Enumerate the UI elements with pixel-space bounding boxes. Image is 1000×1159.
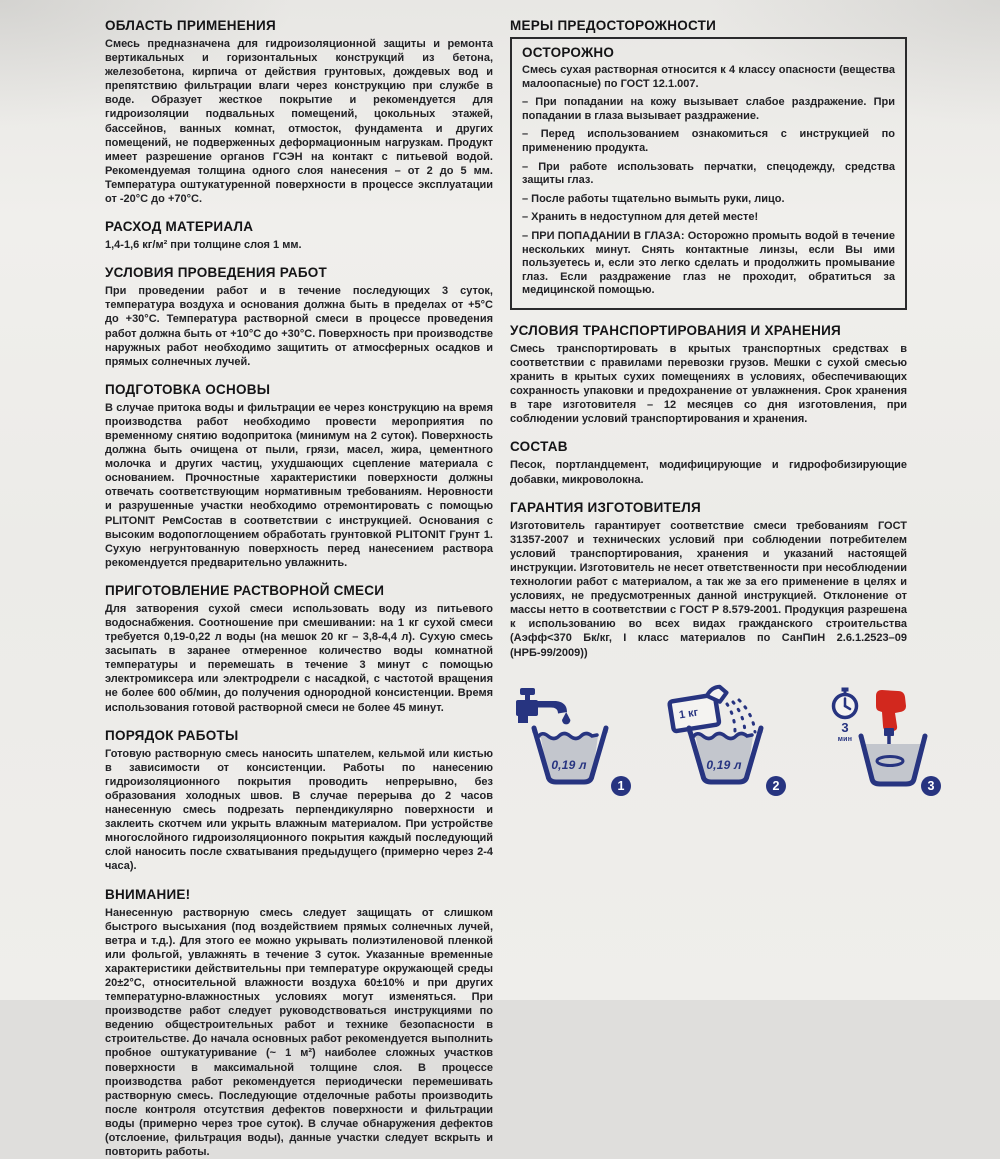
- section-heading: ОБЛАСТЬ ПРИМЕНЕНИЯ: [105, 18, 493, 33]
- left-column: [105, 18, 493, 1159]
- section-paragraph: Изготовитель гарантирует соответствие смеси требованиям ГОСТ 31357-2007 и технических условий при соблюдении потребителем условий транспортирования, хранения и указаний настоящей инструкции. Изготовитель не несет ответственности при несоблюдении технологии работ с материалом, а так же за его применение в целях и условиях, не предусмотренных данной инструкцией. Отклонение от массы нетто в соответствии с ГОСТ Р 8.579-2001. Продукция разрешена к использованию во всех видах гражданского строительства (Аэфф<370 Бк/кг, I класс материалов по СанПиН 2.6.1.2523–09 (НРБ-99/2009)): [510, 519, 907, 660]
- timer-unit-label: мин: [832, 736, 858, 743]
- right-column: [510, 18, 907, 794]
- section-heading: ОСТОРОЖНО: [522, 45, 895, 60]
- section-heading: СОСТАВ: [510, 439, 907, 454]
- water-drop-icon: [562, 712, 570, 724]
- section-paragraph: Для затворения сухой смеси использовать воду из питьевого водоснабжения. Соотношение при смешивании: на 1 кг сухой смеси требуется 0,19-0,22 л воды (на мешок 20 кг – 3,8-4,4 л). Сухую смесь засыпать в заранее отмеренное количество воды комнатной температуры и перемешать в течение 3 минут с помощью электромиксера или электродрели с насадкой, с частотой вращения не более 600 об/мин, до получения однородной консистенции. Время использования готовой растворной смеси не более 45 минут.: [105, 602, 493, 715]
- section-paragraph: В случае притока воды и фильтрации ее через конструкцию на время производства работ необходимо провести мероприятия по временному снятию водопритока (минимум на 2 суток). Поверхность должна быть очищена от пыли, грязи, масел, жира, цементного молочка и других частиц, ухудшающих сцепление материала с основанием. Прочностные характеристики поверхности должны отвечать соответствующим нормативным требованиям. Неровности и разрушенные участки необходимо отремонтировать с помощью PLITONIT РемСостав в соответствии с инструкцией. Основания с высоким водопоглощением обработать грунтовкой PLITONIT Грунт 1. Сухую негрунтованную поверхность перед нанесением раствора рекомендуется предварительно увлажнить.: [105, 401, 493, 570]
- step-number-badge: 3: [921, 776, 941, 796]
- left_sections-section: [105, 219, 493, 252]
- section-paragraph: 1,4-1,6 кг/м² при толщине слоя 1 мм.: [105, 238, 493, 252]
- section-heading: ГАРАНТИЯ ИЗГОТОВИТЕЛЯ: [510, 500, 907, 515]
- mixing-step-2: [669, 686, 784, 794]
- bag-icon: [669, 686, 784, 794]
- section-heading: РАСХОД МАТЕРИАЛА: [105, 219, 493, 234]
- section-paragraph: Готовую растворную смесь наносить шпателем, кельмой или кистью в зависимости от консистенции. Работы по нанесению гидроизоляционного покрытия проводить непрерывно, без образования холодных швов. В случае перерыва до 2 часов нанесенную смесь подрезать перпендикулярно поверхности и заклеить скотчем или укрыть влажным материалом. При устройстве многослойного гидроизоляционного покрытия каждый последующий слой наносить после схватывания предыдущего (примерно через 2-4 часа).: [105, 747, 493, 874]
- mixing-step-3: [824, 686, 939, 794]
- bullet-paragraph: – Хранить в недоступном для детей месте!: [522, 211, 895, 225]
- left_sections-section: [105, 382, 493, 570]
- left_sections-section: [105, 583, 493, 715]
- stopwatch-icon: [834, 687, 857, 717]
- right_sections-section: [510, 323, 907, 427]
- section-paragraph: При проведении работ и в течение последующих 3 суток, температура воздуха и основания должна быть в пределах от +5°С до +30°С. Температура растворной смеси в процессе проведения работ должна быть от +10°С до +30°С. Поверхность при производстве наружных работ необходимо защитить от атмосферных осадков и прямых солнечных лучей.: [105, 284, 493, 369]
- section-paragraph: Песок, портландцемент, модифицирующие и гидрофобизирующие добавки, микроволокна.: [510, 458, 907, 486]
- section-paragraph: Смесь предназначена для гидроизоляционной защиты и ремонта вертикальных и горизонтальных конструкций из бетона, железобетона, кирпича от действия грунтовых, дождевых вод и препятствию фильтрации влаги через конструкцию при службе в воде. Образует жесткое покрытие и рекомендуется для гидроизоляции подвальных помещений, цокольных этажей, бассейнов, ванных комнат, отмосток, фундамента и других помещений, не подверженных деформационным нагрузкам. Продукт имеет разрешение органов ГСЭН на контакт с питьевой водой. Рекомендуемая толщина одного слоя нанесения – от 2 до 5 мм. Температура оштукатуренной поверхности в процессе эксплуатации от -20°С до +70°С.: [105, 37, 493, 206]
- section-paragraph: Смесь сухая растворная относится к 4 классу опасности (вещества малоопасные) по ГОСТ 12.1.007.: [522, 64, 895, 91]
- section-heading: ПРИГОТОВЛЕНИЕ РАСТВОРНОЙ СМЕСИ: [105, 583, 493, 598]
- step-number-badge: 1: [611, 776, 631, 796]
- right_sections-section: [510, 37, 907, 310]
- mixing-steps-row: [510, 686, 907, 794]
- bullet-paragraph: – После работы тщательно вымыть руки, лицо.: [522, 193, 895, 207]
- timer-value-label: 3: [832, 722, 858, 734]
- bucket-volume-label: 0,19 л: [536, 758, 602, 772]
- left_sections-section: [105, 887, 493, 1159]
- section-paragraph: Смесь транспортировать в крытых транспортных средствах в соответствии с правилами перевозки грузов. Мешки с сухой смесью хранить в крытых сухих помещениях в условиях, обеспечивающих сохранность упаковки и предохранение от увлажнения. Срок хранения в таре изготовителя – 12 месяцев со дня изготовления, при соблюдении условий транспортирования и хранения.: [510, 342, 907, 427]
- bullet-paragraph: – Перед использованием ознакомиться с инструкцией по применению продукта.: [522, 128, 895, 155]
- left_sections-section: [105, 728, 493, 874]
- left_sections-section: [105, 18, 493, 206]
- right_sections-section: [510, 500, 907, 660]
- section-heading: ВНИМАНИЕ!: [105, 887, 493, 902]
- right-sections: [510, 18, 907, 660]
- section-heading: УСЛОВИЯ ПРОВЕДЕНИЯ РАБОТ: [105, 265, 493, 280]
- bullet-paragraph: – ПРИ ПОПАДАНИИ В ГЛАЗА: Осторожно промыть водой в течение нескольких минут. Снять контактные линзы, если Вы ими пользуетесь и, если это легко сделать и продолжить промывание глаз. Если раздражение глаз не проходит, обратиться за медицинской помощью.: [522, 230, 895, 298]
- section-heading: УСЛОВИЯ ТРАНСПОРТИРОВАНИЯ И ХРАНЕНИЯ: [510, 323, 907, 338]
- left_sections-section: [105, 265, 493, 369]
- section-heading: МЕРЫ ПРЕДОСТОРОЖНОСТИ: [510, 18, 907, 33]
- bucket-volume-label: 0,19 л: [691, 758, 757, 772]
- step-number-badge: 2: [766, 776, 786, 796]
- faucet-icon: [514, 686, 629, 794]
- bag-weight-label: 1 кг: [678, 706, 699, 721]
- section-paragraph: Нанесенную растворную смесь следует защищать от слишком быстрого высыхания (под воздействием прямых солнечных лучей, ветра и т.д.). Для этого ее можно укрывать полиэтиленовой пленкой или фольгой, увлажнять в течение 3 суток. Указанные временные характеристики действительны при температуре окружающей среды 20±2°С, относительной влажности воздуха 60±10% и при других температурно-влажностных условиях могут изменяться. При производстве работ следует руководствоваться инструкциями по ведению общестроительных работ и технике безопасности в строительстве. До начала основных работ рекомендуется выполнить пробное оштукатуривание (~ 1 м²) наиболее сложных участков поверхности в максимальной толщине слоя. В процессе производства работ рекомендуется периодически перемешивать растворную смесь. Последующие отделочные работы производить после контроля отсутствия дефектов поверхности и фильтрации воды (примерно через трое суток). В случае обнаружения дефектов (отслоение, фильтрация воды), данные участки следует вскрыть и повторить работы.: [105, 906, 493, 1159]
- section-heading: ПОДГОТОВКА ОСНОВЫ: [105, 382, 493, 397]
- right_sections-section: [510, 18, 907, 33]
- caution-box: [510, 37, 907, 310]
- bucket-icon: [861, 736, 925, 785]
- pour-stream-icon: [727, 700, 755, 732]
- bullet-paragraph: – При работе использовать перчатки, спецодежду, средства защиты глаз.: [522, 161, 895, 188]
- bucket-icon: [689, 728, 761, 783]
- right_sections-section: [510, 439, 907, 486]
- bullet-paragraph: – При попадании на кожу вызывает слабое раздражение. При попадании в глаза вызывает раздражение.: [522, 96, 895, 123]
- mixing-step-1: [514, 686, 629, 794]
- section-heading: ПОРЯДОК РАБОТЫ: [105, 728, 493, 743]
- bucket-icon: [534, 728, 606, 783]
